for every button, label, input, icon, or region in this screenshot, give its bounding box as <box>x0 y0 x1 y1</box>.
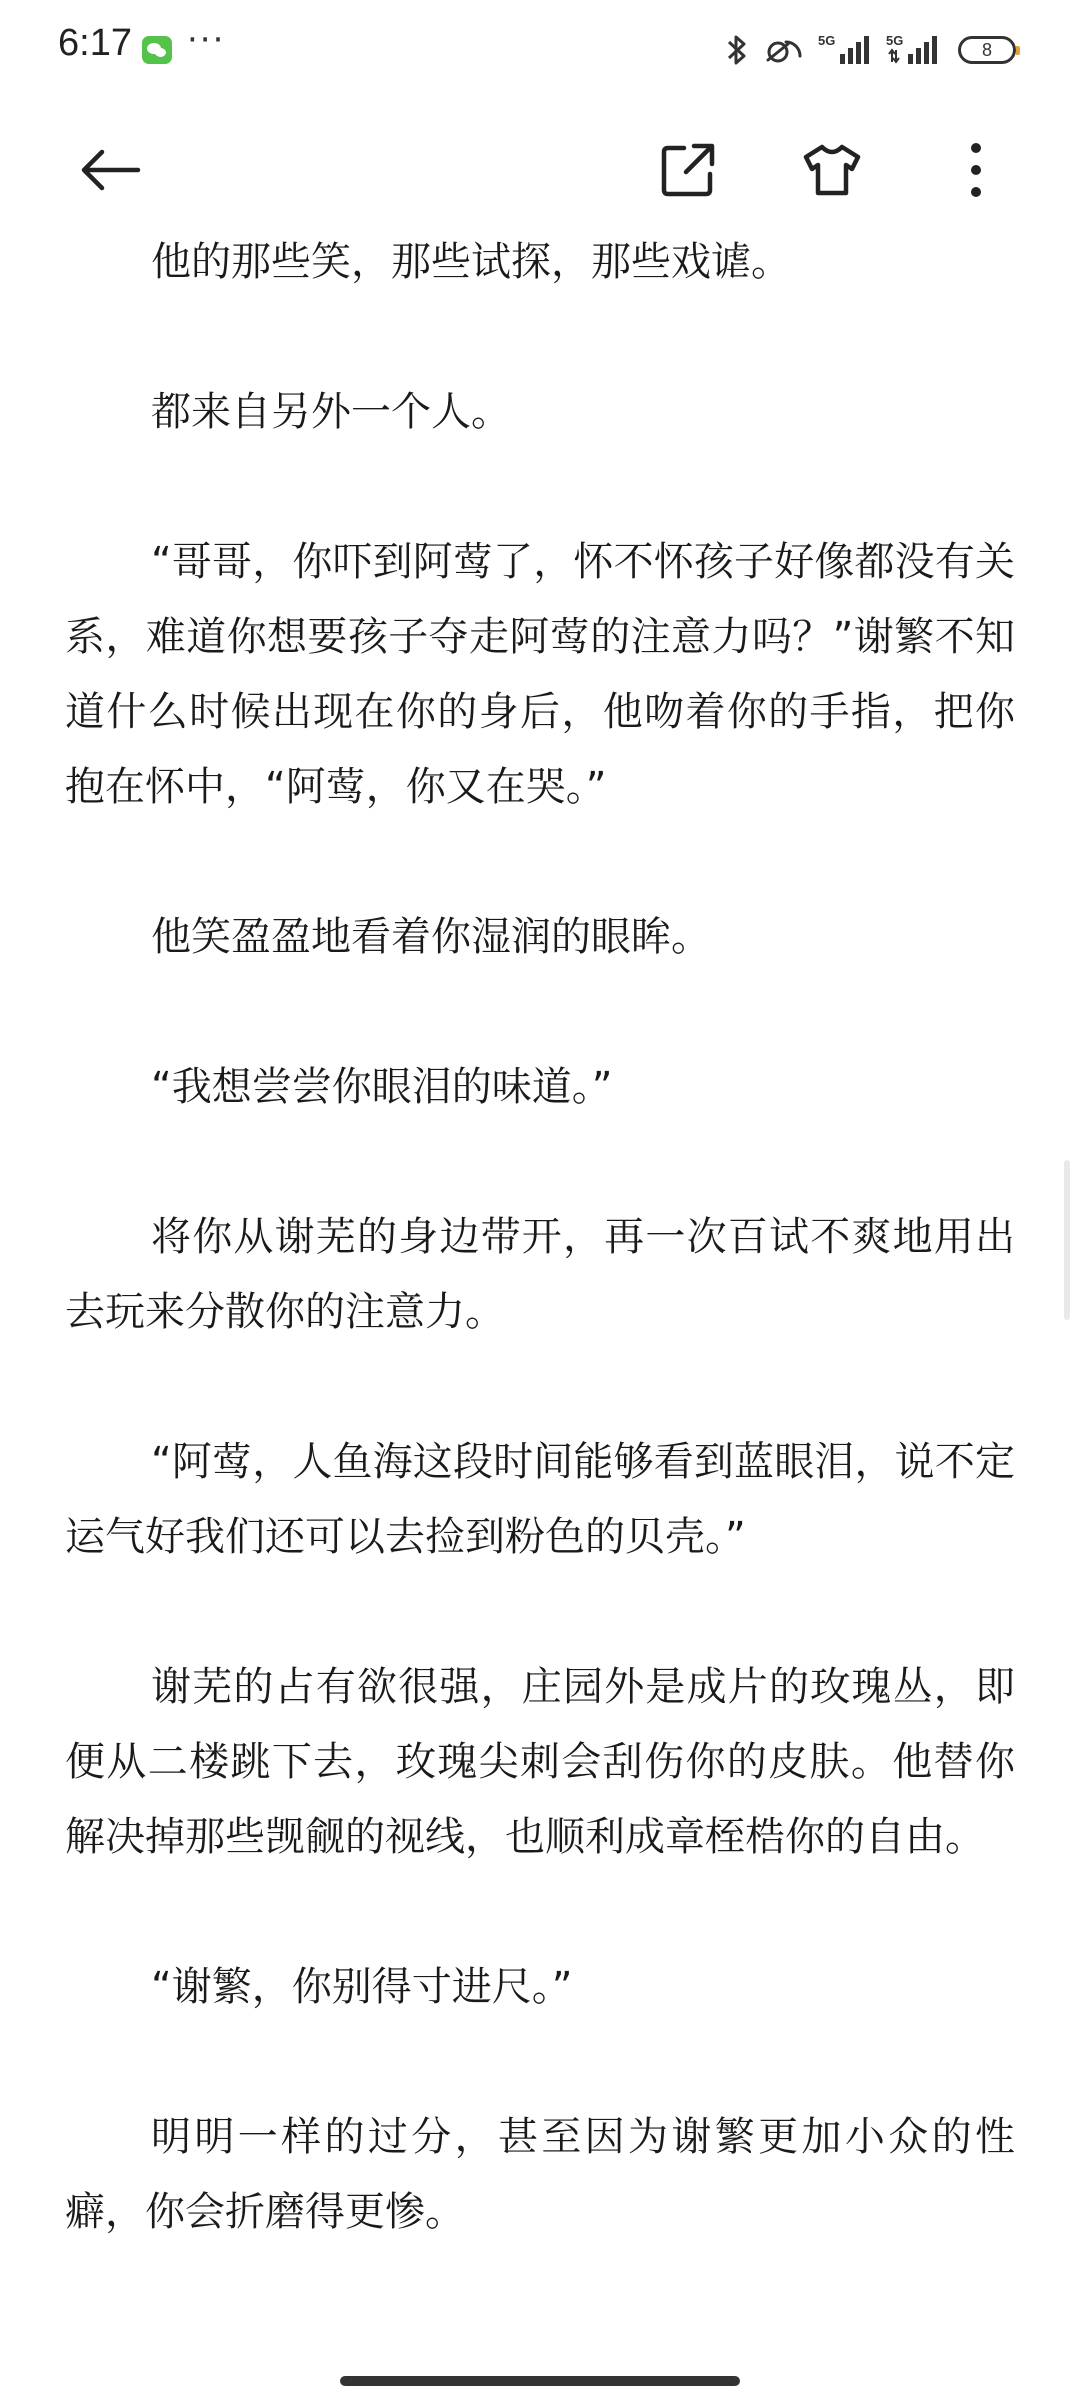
home-indicator[interactable] <box>340 2376 740 2386</box>
paragraph: 他的那些笑，那些试探，那些戏谑。 <box>151 239 791 285</box>
signal-icon <box>818 32 872 68</box>
share-icon <box>660 142 716 198</box>
network-label-1: 5G <box>818 33 836 48</box>
top-action-bar <box>0 120 1080 220</box>
paragraph: “哥哥，你吓到阿莺了，怀不怀孩子好像都没有关系，难道你想要孩子夺走阿莺的注意力吗？”谢繁不知道什么时候出现在你的身后，他吻着你的手指，把你抱在怀中，“阿莺，你又在哭。” <box>65 539 1015 810</box>
paragraph: “阿莺，人鱼海这段时间能够看到蓝眼泪，说不定运气好我们还可以去捡到粉色的贝壳。” <box>65 1439 1015 1560</box>
paragraph: 明明一样的过分，甚至因为谢繁更加小众的性癖，你会折磨得更惨。 <box>65 2114 1015 2235</box>
battery-icon <box>958 36 1016 64</box>
wechat-icon <box>142 36 172 64</box>
battery-level: 8 <box>981 39 992 60</box>
scrollbar[interactable] <box>1064 1160 1070 1320</box>
signal-icon-2 <box>886 32 944 68</box>
shirt-icon <box>802 143 862 197</box>
paragraph: 将你从谢芜的身边带开，再一次百试不爽地用出去玩来分散你的注意力。 <box>65 1214 1015 1335</box>
bluetooth-icon <box>724 32 750 68</box>
network-label-2: 5G <box>886 33 904 48</box>
paragraph: 他笑盈盈地看着你湿润的眼眸。 <box>151 914 711 960</box>
theme-button[interactable] <box>792 130 872 210</box>
more-options-button[interactable] <box>936 130 1016 210</box>
back-button[interactable] <box>70 130 150 210</box>
paragraph: “我想尝尝你眼泪的味道。” <box>151 1064 613 1110</box>
share-button[interactable] <box>648 130 728 210</box>
status-bar <box>0 0 1080 100</box>
status-icons <box>724 28 1016 72</box>
paragraph: 谢芜的占有欲很强，庄园外是成片的玫瑰丛，即便从二楼跳下去，玫瑰尖刺会刮伤你的皮肤。他替你解决掉那些觊觎的视线，也顺利成章桎梏你的自由。 <box>65 1664 1015 1860</box>
paragraph: 都来自另外一个人。 <box>151 389 511 435</box>
paragraph: “谢繁，你别得寸进尺。” <box>151 1964 573 2010</box>
back-arrow-icon <box>78 148 142 192</box>
status-time: 6:17 <box>58 22 132 64</box>
article-content <box>65 225 1015 2325</box>
more-vertical-icon <box>970 142 982 198</box>
hotspot-icon <box>764 32 804 68</box>
notification-more-icon: ··· <box>187 20 226 60</box>
